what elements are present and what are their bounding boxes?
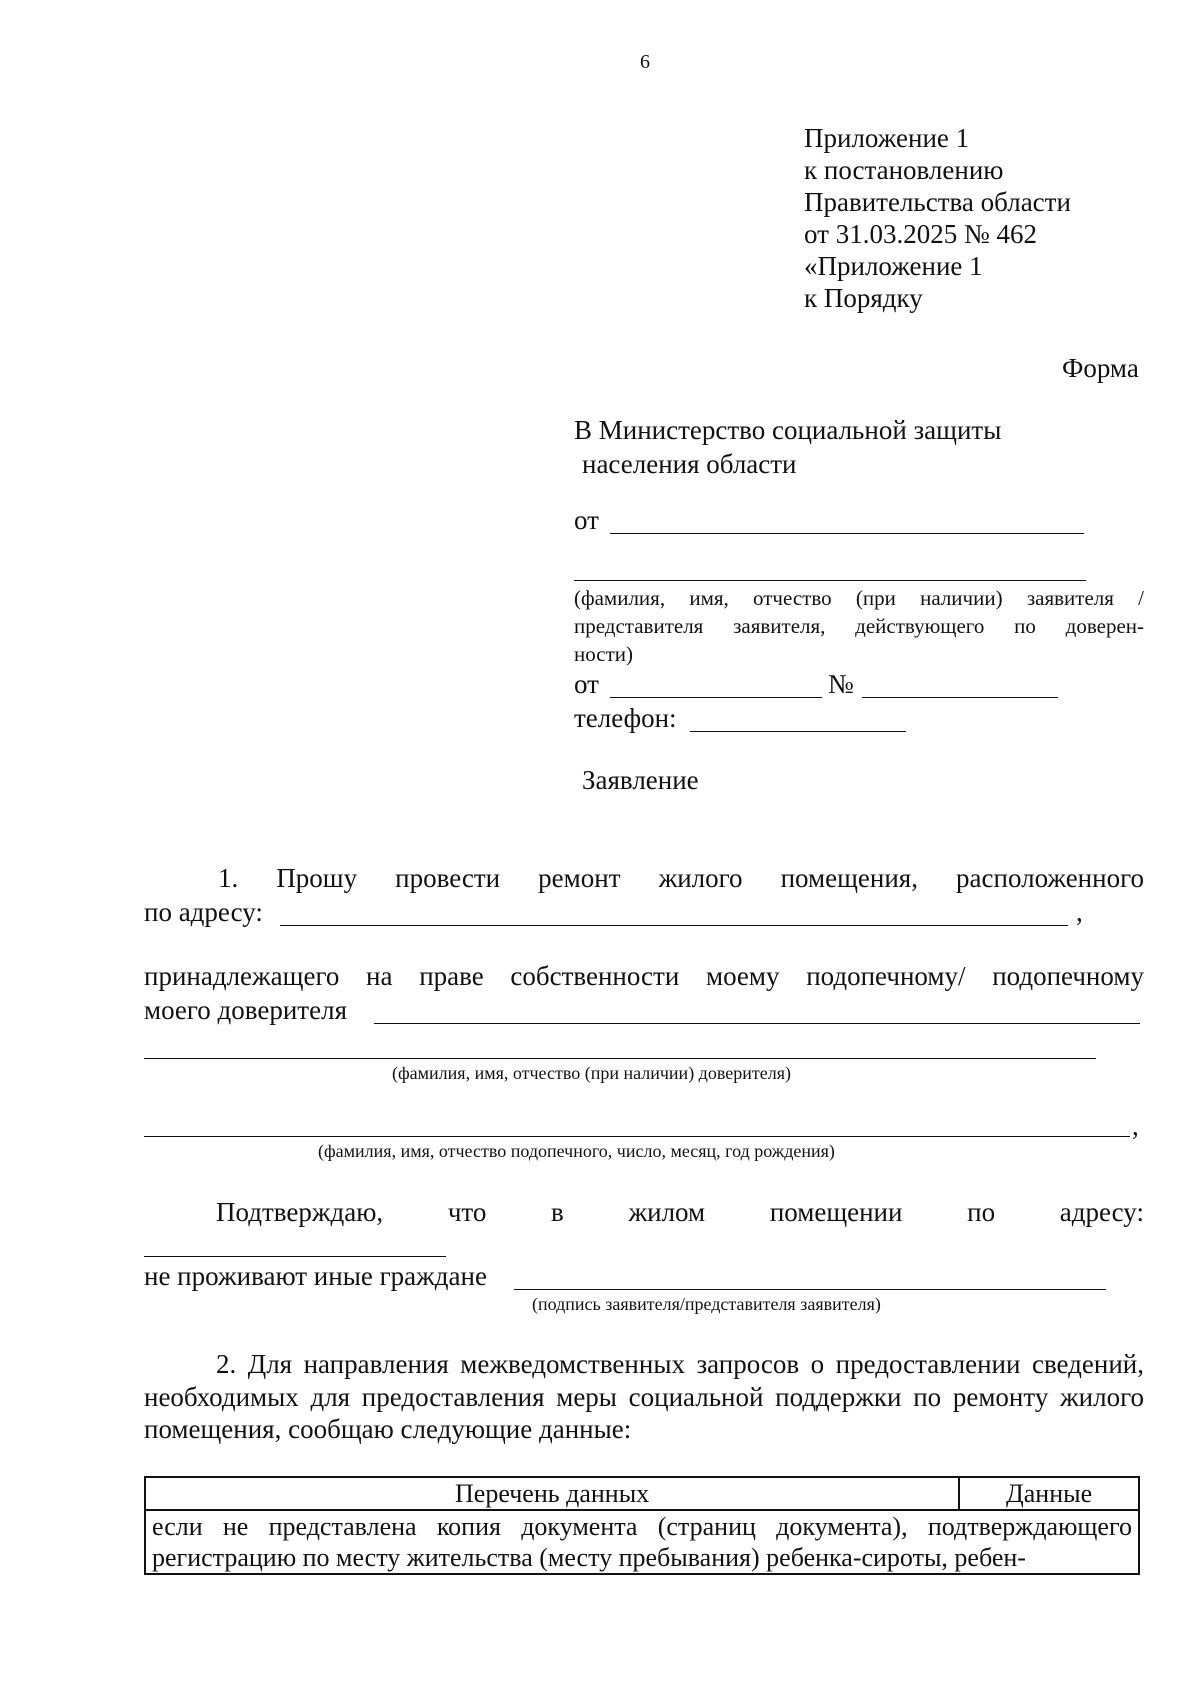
- word: подопечному/: [806, 961, 966, 991]
- no-residents-label: не проживают иные граждане: [144, 1261, 487, 1291]
- table-row: [145, 1510, 1139, 1574]
- trustor-field-line2[interactable]: [144, 1058, 1096, 1059]
- appendix-line: от 31.03.2025 № 462: [804, 219, 1037, 249]
- word: праве: [419, 961, 484, 991]
- caption-line: ности): [574, 642, 633, 666]
- section1-line1: [218, 862, 1144, 894]
- trustor-field[interactable]: [374, 1023, 1140, 1024]
- applicant-caption: [574, 584, 1144, 668]
- trustor-label: моего доверителя: [144, 995, 347, 1025]
- word: расположенного: [956, 863, 1144, 893]
- trustor-caption: (фамилия, имя, отчество (при наличии) доверителя): [392, 1063, 791, 1083]
- word: Прошу: [276, 863, 358, 893]
- word: моему: [706, 961, 780, 991]
- word: помещения,: [780, 863, 918, 893]
- word: собственности: [510, 961, 680, 991]
- appendix-line: «Приложение 1: [804, 251, 983, 281]
- caption-line: (фамилия, имя, отчество (при наличии) заявителя /: [574, 586, 1144, 610]
- document-number-field[interactable]: [862, 697, 1058, 698]
- confirm-line: [216, 1196, 1144, 1228]
- form-label: Форма: [1062, 353, 1139, 383]
- word: помещении: [769, 1197, 903, 1227]
- applicant-name-field[interactable]: [610, 533, 1084, 534]
- addressee-line1: В Министерство социальной защиты: [574, 415, 1002, 445]
- address-comma: ,: [1076, 897, 1083, 927]
- addressee-line2: населения области: [582, 449, 797, 479]
- word: что: [447, 1197, 487, 1227]
- appendix-line: Приложение 1: [804, 123, 970, 153]
- section2-text: 2. Для направления межведомственных запросов о предоставлении сведений, необходимых для предоставления меры социальной поддержки по ремонту жилого помещения, сообщаю следующие данные:: [144, 1349, 1144, 1444]
- column-header-data: Данные: [959, 1477, 1139, 1510]
- word: на: [366, 961, 393, 991]
- from-label: от: [574, 505, 599, 535]
- column-header-data-list: Перечень данных: [145, 1477, 959, 1510]
- ward-comma: ,: [1132, 1111, 1139, 1141]
- document-date-label: от: [574, 669, 599, 699]
- document-title: Заявление: [582, 765, 699, 795]
- appendix-line: к Порядку: [804, 283, 923, 313]
- address-field[interactable]: [280, 925, 1068, 926]
- caption-line: представителя заявителя, действующего по доверен-: [574, 614, 1144, 638]
- data-table: [144, 1476, 1140, 1575]
- section1-line3: [144, 960, 1144, 992]
- phone-label: телефон:: [574, 703, 677, 733]
- confirm-address-field[interactable]: [144, 1256, 446, 1257]
- table-cell-text: если не представлена копия документа (страниц документа), подтверждающего регистрацию по месту жительства (месту пребывания) ребенка-сироты, ребен-: [145, 1510, 1139, 1574]
- appendix-header: [804, 122, 1071, 314]
- phone-field[interactable]: [690, 731, 906, 732]
- word: жилого: [658, 863, 743, 893]
- document-number-label: №: [828, 669, 854, 699]
- ward-field[interactable]: [144, 1136, 1130, 1137]
- word: принадлежащего: [144, 961, 340, 991]
- word: провести: [395, 863, 501, 893]
- appendix-line: к постановлению: [804, 155, 1004, 185]
- word: адресу:: [1059, 1197, 1144, 1227]
- word: жилом: [628, 1197, 706, 1227]
- word: 1.: [218, 863, 239, 893]
- signature-field[interactable]: [514, 1289, 1106, 1290]
- word: по: [967, 1197, 996, 1227]
- appendix-line: Правительства области: [804, 187, 1071, 217]
- page-number: 6: [640, 51, 650, 73]
- signature-caption: (подпись заявителя/представителя заявителя): [532, 1294, 881, 1314]
- word: ремонт: [538, 863, 621, 893]
- word: Подтверждаю,: [216, 1197, 384, 1227]
- table-header-row: [145, 1477, 1139, 1510]
- address-label: по адресу:: [144, 897, 263, 927]
- applicant-name-field-line2[interactable]: [574, 580, 1086, 581]
- word: подопечному: [992, 961, 1144, 991]
- word: в: [551, 1197, 564, 1227]
- ward-caption: (фамилия, имя, отчество подопечного, число, месяц, год рождения): [318, 1141, 835, 1161]
- document-date-field[interactable]: [610, 697, 822, 698]
